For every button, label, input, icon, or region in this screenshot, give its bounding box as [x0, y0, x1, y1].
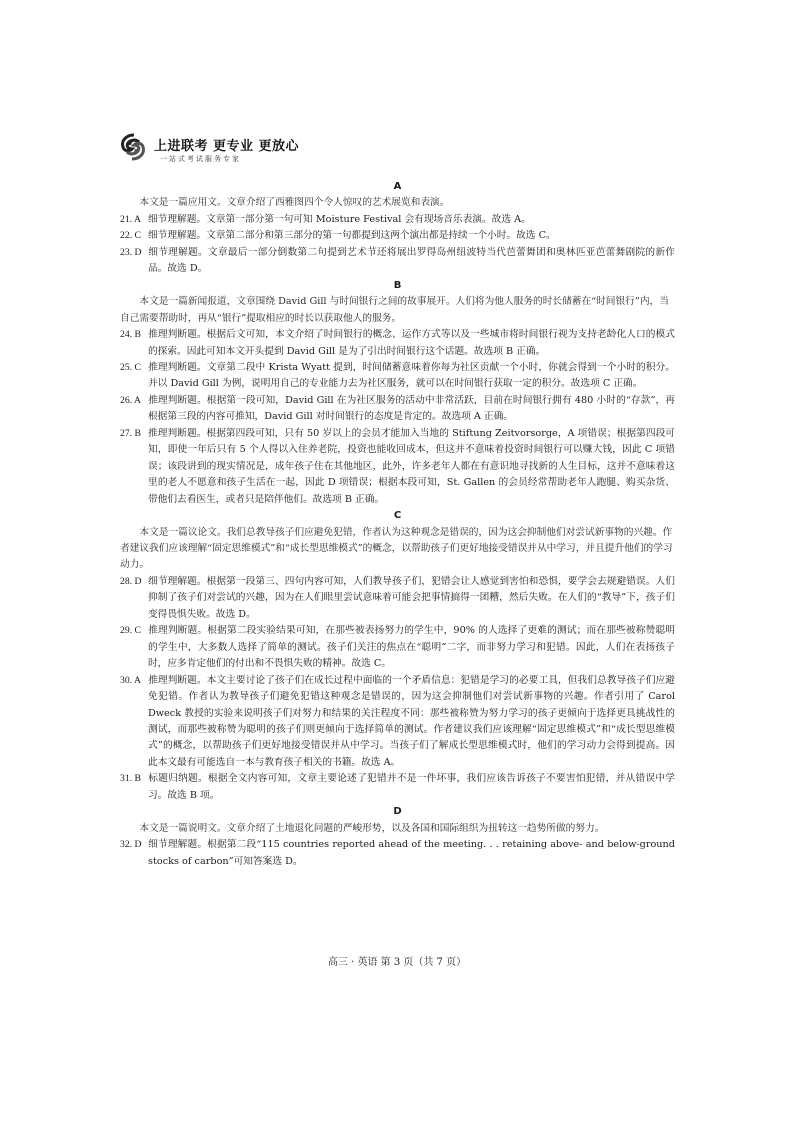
- answer-explanation: 推理判断题。根据第二段实验结果可知，在那些被表扬努力的学生中，90% 的人选择了更难的测试；而在那些被称赞聪明的学生中，大多数人选择了简单的测试。孩子们关注的焦点在“聪明”二字，而非努力学习和犯错。因此，人们在表扬孩子时，应多肯定他们的付出和不畏惧失败的精神。故选 C。: [148, 625, 675, 670]
- passage-summary: 本文是一篇应用文。文章介绍了西雅图四个令人惊叹的艺术展览和表演。: [139, 197, 450, 209]
- answer-explanation: 推理判断题。文章第二段中 Krista Wyatt 提到，时间储蓄意味着你每为社区贡献一个小时，你就会得到一个小时的积分。并以 David Gill 为例，说明用自己的专业能力去为社区服务，就可以在时间银行获取一定的积分。故选项 C 正确。: [148, 361, 675, 390]
- answer-item: [120, 771, 675, 804]
- answer-explanation: 推理判断题。根据第四段可知，只有 50 岁以上的会员才能加入当地的 Stiftung Zeitvorsorge，A 项错误；根据第四段可知，即使一年后只有 5 个人得以入住养老院，投资也能收回成本，但这并不意味着投资时间银行可以赚大钱，因此 C 项错误；该段讲到的现实情况是，成年孩子住在其他地区，此外，许多老年人都在有意识地寻找新的人生目标，这并不意味着这里的老人不愿意和孩子生活在一起，因此 D 项错误；根据本段可知，St. Gallen 的会员经常帮助老年人跑腿、购买杂货、带他们去看医生，或者只是陪伴他们。故选项 B 正确。: [148, 427, 675, 505]
- logo-subtitle: 一站式考试服务专家: [160, 155, 241, 163]
- answer-item: [120, 360, 675, 393]
- answer-explanation: 推理判断题。根据后文可知，本文介绍了时间银行的概念、运作方式等以及一些城市将时间银行视为支持老龄化人口的模式的探索。因此可知本文开头提到 David Gill 是为了引出时间银行这个话题。故选项 B 正确。: [148, 329, 675, 357]
- answer-item: [120, 673, 675, 772]
- answer-number: 22. C: [120, 230, 141, 242]
- answer-item: [120, 426, 675, 508]
- section-heading: A: [393, 181, 402, 192]
- answer-explanation: 细节理解题。文章最后一部分倒数第二句提到艺术节还将展出罗得岛州纽波特当代芭蕾舞团和奥林匹亚芭蕾舞剧院的新作品。故选 D。: [148, 246, 675, 275]
- answer-item: [120, 228, 675, 244]
- section-heading: C: [393, 510, 402, 522]
- answer-explanation: 细节理解题。根据第一段第三、四句内容可知，人们教导孩子们，犯错会让人感觉到害怕和恐惧，要学会去规避错误。人们抑制了孩子们对尝试的兴趣，因为在人们眼里尝试意味着可能会把事情搞得一团糟，然后失败。在人们的“教导”下，孩子们变得畏惧失败。故选 D。: [148, 575, 675, 620]
- answer-item: [120, 837, 675, 870]
- answer-number: 21. A: [120, 213, 141, 225]
- answer-explanation: 推理判断题。根据第一段可知，David Gill 在为社区服务的活动中非常活跃，目前在时间银行拥有 480 小时的“存款”，再根据第三段的内容可推知，David Gill 对时间银行的态度是肯定的。故选项 A 正确。: [148, 394, 675, 423]
- section-heading: B: [393, 279, 402, 291]
- swirl-logo-icon: [118, 132, 148, 162]
- answer-number: 26. A: [120, 394, 141, 406]
- answer-item: [120, 212, 675, 228]
- answer-explanation: 细节理解题。文章第一部分第一句可知 Moisture Festival 会有现场音乐表演。故选 A。: [148, 213, 531, 225]
- publisher-logo: [118, 132, 298, 172]
- answer-item: [120, 393, 675, 426]
- page-footer: 高三 · 英语 第 3 页（共 7 页）: [327, 957, 467, 968]
- answer-item: [120, 574, 675, 623]
- answer-content: [120, 179, 675, 870]
- answer-number: 24. B: [120, 329, 141, 341]
- passage-summary: 本文是一篇新闻报道，文章围绕 David Gill 与时间银行之间的故事展开。人们将为他人服务的时长储蓄在“时间银行”内，当自己需要帮助时，再从“银行”提取相应的时长以获取他人的服务。: [120, 296, 669, 324]
- answer-explanation: 细节理解题。文章第二部分和第三部分的第一句都提到这两个演出都是持续一个小时。故选 C。: [148, 230, 556, 242]
- answer-number: 30. A: [120, 674, 141, 686]
- answer-item: [120, 327, 675, 360]
- logo-slogan: 上进联考 更专业 更放心: [154, 139, 300, 154]
- section-heading: D: [393, 806, 402, 818]
- answer-number: 32. D: [120, 839, 142, 851]
- answer-number: 25. C: [120, 361, 141, 373]
- passage-summary: 本文是一篇说明文。文章介绍了土地退化问题的严峻形势，以及各国和国际组织为扭转这一趋势所做的努力。: [139, 822, 605, 834]
- answer-explanation: 标题归纳题。根据全文内容可知，文章主要论述了犯错并不是一件坏事，我们应该告诉孩子不要害怕犯错，并从错误中学习。故选 B 项。: [148, 773, 675, 801]
- answer-item: [120, 623, 675, 672]
- passage-summary: 本文是一篇议论文。我们总教导孩子们应避免犯错，作者认为这种观念是错误的，因为这会抑制他们对尝试新事物的兴趣。作者建议我们应该理解“固定思维模式”和“成长型思维模式”的概念，以帮助孩子们更好地接受错误并从中学习，并且提升他们的学习动力。: [120, 526, 673, 571]
- answer-number: 28. D: [120, 575, 142, 587]
- answer-explanation: 推理判断题。本文主要讨论了孩子们在成长过程中面临的一个矛盾信息：犯错是学习的必要工具，但我们总教导孩子们应避免犯错。作者认为教导孩子们避免犯错这种观念是错误的，因为这会抑制他们对尝试新事物的兴趣。作者引用了 Carol Dweck 教授的实验来说明孩子们对努力和结果的关注程度不同：那些被称赞为努力学习的孩子更倾向于选择更具挑战性的测试，而那些被称赞为聪明的孩子们则更倾向于选择简单的测试。作者建议我们应该理解“固定思维模式”和“成长型思维模式”的概念，以帮助孩子们更好地接受错误并从中学习。当孩子们了解成长型思维模式时，他们的学习动力会得到提高。因此本文最有可能选自一本与教育孩子相关的书籍。故选 A。: [148, 674, 675, 768]
- answer-item: [120, 245, 675, 278]
- answer-number: 31. B: [120, 773, 141, 785]
- answer-explanation: 细节理解题。根据第二段“115 countries reported ahead of the meeting. . . retaining above- and below-ground stocks of carbon”可知答案选 D。: [148, 839, 675, 867]
- answer-number: 23. D: [120, 246, 142, 258]
- answer-number: 27. B: [120, 427, 141, 439]
- answer-number: 29. C: [120, 625, 141, 637]
